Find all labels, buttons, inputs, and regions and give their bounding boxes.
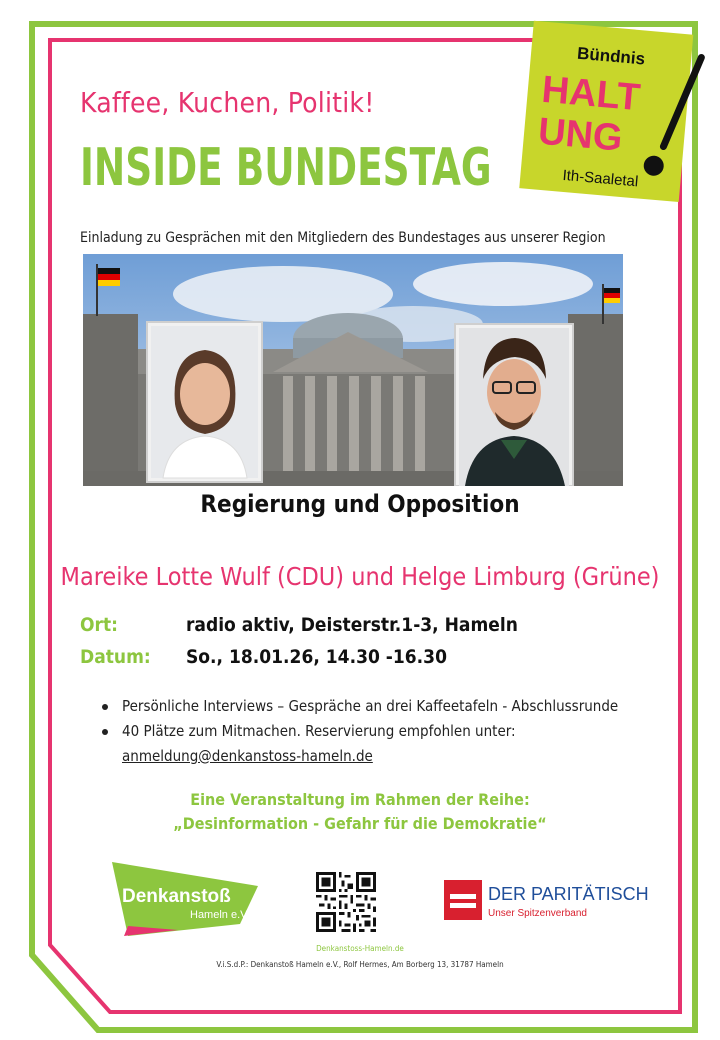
paritaetische-sub: Unser Spitzenverband — [488, 908, 587, 919]
buendnis-haltung-logo — [518, 20, 718, 210]
list-item — [98, 719, 618, 744]
list-item-text: 40 Plätze zum Mitmachen. Reservierung empfohlen unter: — [122, 722, 516, 740]
location-value: radio aktiv, Deisterstr.1-3, Hameln — [186, 614, 518, 636]
badge-line1: Bündnis — [576, 43, 646, 69]
list-item-continuation — [98, 744, 618, 769]
bullet-dot — [102, 704, 108, 710]
footer-visdp: V.i.S.d.P.: Denkanstoß Hameln e.V., Rolf Hermes, Am Borberg 13, 31787 Hameln — [216, 960, 504, 969]
qr-code[interactable] — [316, 872, 376, 937]
date-value: So., 18.01.26, 14.30 -16.30 — [186, 646, 447, 668]
invitation-text: Einladung zu Gesprächen mit den Mitgliedern des Bundestages aus unserer Region — [80, 230, 606, 246]
denkanstoss-logo — [108, 860, 268, 940]
denkanstoss-name: Denkanstoß — [122, 886, 231, 907]
denkanstoss-sub: Hameln e.V. — [190, 909, 250, 921]
list-item — [98, 694, 618, 719]
portrait-left — [147, 322, 262, 482]
date-label: Datum: — [80, 646, 151, 668]
bullet-dot — [102, 729, 108, 735]
location-label: Ort: — [80, 614, 118, 636]
page-title: INSIDE BUNDESTAG — [80, 138, 492, 198]
paritaetische-logo — [440, 876, 650, 924]
list-item-text: Persönliche Interviews – Gespräche an drei Kaffeetafeln - Abschlussrunde — [122, 697, 619, 715]
footer-website[interactable]: Denkanstoss-Hameln.de — [316, 944, 404, 953]
badge-line2: HALT — [540, 68, 642, 120]
badge-line3: UNG — [536, 110, 625, 160]
info-list — [98, 694, 618, 769]
paritaetische-logo-mark — [444, 880, 482, 920]
reichstag-photo — [83, 254, 623, 486]
series-intro: Eine Veranstaltung im Rahmen der Reihe: — [190, 790, 530, 809]
series-title: „Desinformation - Gefahr für die Demokratie“ — [173, 814, 547, 833]
paritaetische-name: DER PARITÄTISCHE — [488, 884, 650, 904]
badge-region: Ith-Saaletal — [561, 166, 639, 191]
portrait-right — [455, 324, 573, 486]
tagline: Kaffee, Kuchen, Politik! — [80, 86, 375, 119]
email-link[interactable]: anmeldung@denkanstoss-hameln.de — [122, 747, 373, 765]
speakers-line: Mareike Lotte Wulf (CDU) und Helge Limburg (Grüne) — [60, 562, 660, 591]
event-subtitle: Regierung und Opposition — [200, 490, 520, 518]
